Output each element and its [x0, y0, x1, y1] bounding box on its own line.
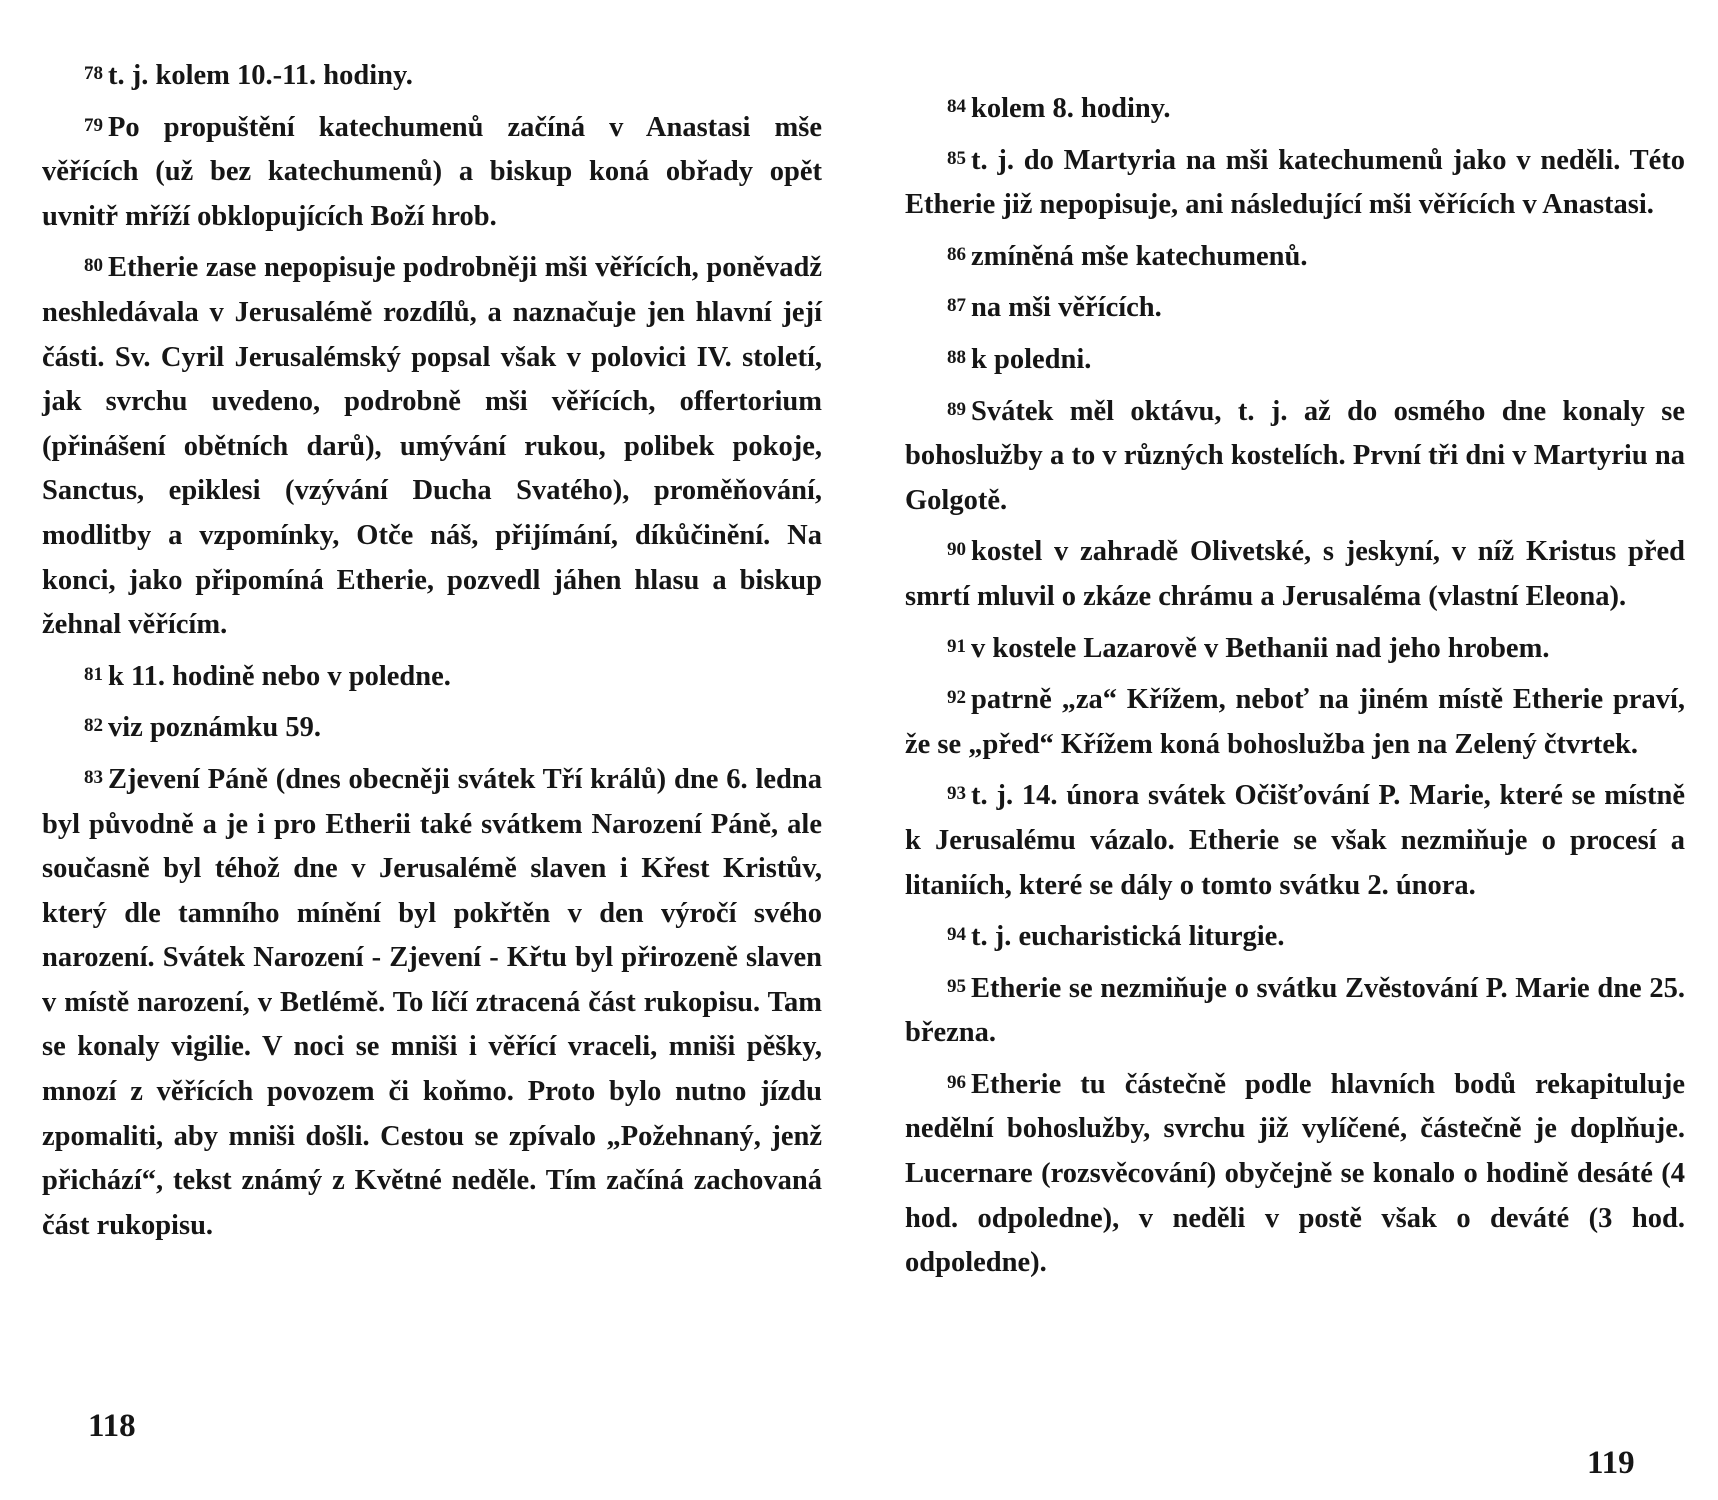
endnote-78	[42, 52, 822, 99]
note-number: 82	[84, 715, 103, 737]
note-text: t. j. 14. února svátek Očišťování P. Marie, které se místně k Jerusalému vázalo. Etherie se však nezmiňuje o procesí a litaniích, které se dály o tomto svátku 2. února.	[905, 780, 1685, 901]
note-number: 94	[947, 924, 966, 946]
note-text: t. j. do Martyria na mši katechumenů jako v neděli. Této Etherie již nepopisuje, ani následující mši věřících v Anastasi.	[905, 144, 1685, 221]
note-number: 81	[84, 663, 103, 685]
note-text: k poledni.	[971, 343, 1092, 375]
note-number: 92	[947, 687, 966, 709]
note-number: 78	[84, 63, 103, 84]
note-number: 86	[947, 243, 966, 265]
note-text: v kostele Lazarově v Bethanii nad jeho hrobem.	[971, 632, 1550, 664]
endnote-79	[42, 104, 822, 240]
endnote-91	[905, 625, 1685, 672]
endnote-82	[42, 704, 822, 751]
note-number: 87	[947, 295, 966, 317]
page-number-right: 119	[1587, 1445, 1635, 1481]
note-number: 85	[947, 147, 966, 169]
endnote-86	[905, 233, 1685, 280]
endnote-95	[905, 965, 1685, 1056]
endnote-80	[42, 244, 822, 647]
note-text: t. j. kolem 10.-11. hodiny.	[108, 60, 413, 91]
note-text: Zjevení Páně (dnes obecněji svátek Tří králů) dne 6. ledna byl původně a je i pro Etherii také svátkem Narození Páně, ale současně byl téhož dne v Jerusalémě slaven i Křest Kristův, který dle tamního mínění byl pokřtěn v den výročí svého narození. Svátek Narození - Zjevení - Křtu byl přirozeně slaven v místě narození, v Betlémě. To líčí ztracená část rukopisu. Tam se konaly vigilie. V noci se mniši i věřící vraceli, mniši pěšky, mnozí z věřících povozem či koňmo. Proto bylo nutno jízdu zpomaliti, aby mniši došli. Cestou se zpívalo „Požehnaný, jenž přichází“, tekst známý z Květné neděle. Tím začíná zachovaná část rukopisu.	[42, 763, 822, 1241]
note-text: kolem 8. hodiny.	[971, 93, 1171, 124]
note-text: Svátek měl oktávu, t. j. až do osmého dne konaly se bohoslužby a to v různých kostelích. První tři dni v Martyriu na Golgotě.	[905, 395, 1685, 516]
endnote-94	[905, 913, 1685, 960]
note-text: t. j. eucharistická liturgie.	[971, 921, 1285, 953]
note-number: 89	[947, 398, 966, 420]
endnotes-left	[42, 52, 822, 1253]
note-text: na mši věřících.	[971, 292, 1162, 324]
page-number-left: 118	[88, 1408, 136, 1444]
endnotes-right	[905, 85, 1685, 1291]
note-number: 79	[84, 114, 103, 136]
endnote-93	[905, 772, 1685, 908]
right-page	[905, 0, 1685, 1500]
endnote-84	[905, 85, 1685, 132]
note-number: 93	[947, 783, 966, 805]
note-text: kostel v zahradě Olivetské, s jeskyní, v níž Kristus před smrtí mluvil o zkáze chrámu a Jerusaléma (vlastní Eleona).	[905, 536, 1685, 612]
note-text: Etherie tu částečně podle hlavních bodů rekapituluje nedělní bohoslužby, svrchu již vylíčené, částečně je doplňuje. Lucernare (rozsvěcování) obyčejně se konalo o hodině desáté (4 hod. odpoledne), v neděli v postě však o deváté (3 hod. odpoledne).	[905, 1068, 1685, 1279]
endnote-90	[905, 528, 1685, 619]
endnote-96	[905, 1061, 1685, 1286]
endnote-87	[905, 284, 1685, 331]
note-number: 80	[84, 255, 103, 277]
note-number: 95	[947, 975, 966, 997]
left-page	[42, 0, 822, 1500]
endnote-85	[905, 137, 1685, 228]
note-number: 96	[947, 1071, 966, 1093]
note-text: patrně „za“ Křížem, neboť na jiném místě Etherie praví, že se „před“ Křížem koná bohoslužba jen na Zelený čtvrtek.	[905, 684, 1685, 760]
note-text: k 11. hodině nebo v poledne.	[108, 660, 451, 692]
endnote-88	[905, 336, 1685, 383]
note-text: Etherie zase nepopisuje podrobněji mši věřících, poněvadž neshledávala v Jerusalémě rozdílů, a naznačuje jen hlavní její části. Sv. Cyril Jerusalémský popsal však v polovici IV. století, jak svrchu uvedeno, podrobně mši věřících, offertorium (přinášení obětních darů), umývání rukou, polibek pokoje, Sanctus, epiklesi (vzývání Ducha Svatého), proměňování, modlitby a vzpomínky, Otče náš, přijímání, díkůčinění. Na konci, jako připomíná Etherie, pozvedl jáhen hlasu a biskup žehnal věřícím.	[42, 252, 822, 641]
endnote-89	[905, 388, 1685, 524]
note-text: viz poznámku 59.	[108, 712, 321, 744]
note-text: zmíněná mše katechumenů.	[971, 240, 1308, 272]
endnote-83	[42, 756, 822, 1249]
endnote-92	[905, 676, 1685, 767]
note-number: 88	[947, 346, 966, 368]
endnote-81	[42, 653, 822, 700]
note-number: 83	[84, 766, 103, 788]
note-number: 91	[947, 635, 966, 657]
note-text: Etherie se nezmiňuje o svátku Zvěstování P. Marie dne 25. března.	[905, 972, 1685, 1049]
note-number: 90	[947, 539, 966, 561]
note-number: 84	[947, 96, 966, 117]
note-text: Po propuštění katechumenů začíná v Anastasi mše věřících (už bez katechumenů) a biskup koná obřady opět uvnitř mříží obklopujících Boží hrob.	[42, 111, 822, 232]
